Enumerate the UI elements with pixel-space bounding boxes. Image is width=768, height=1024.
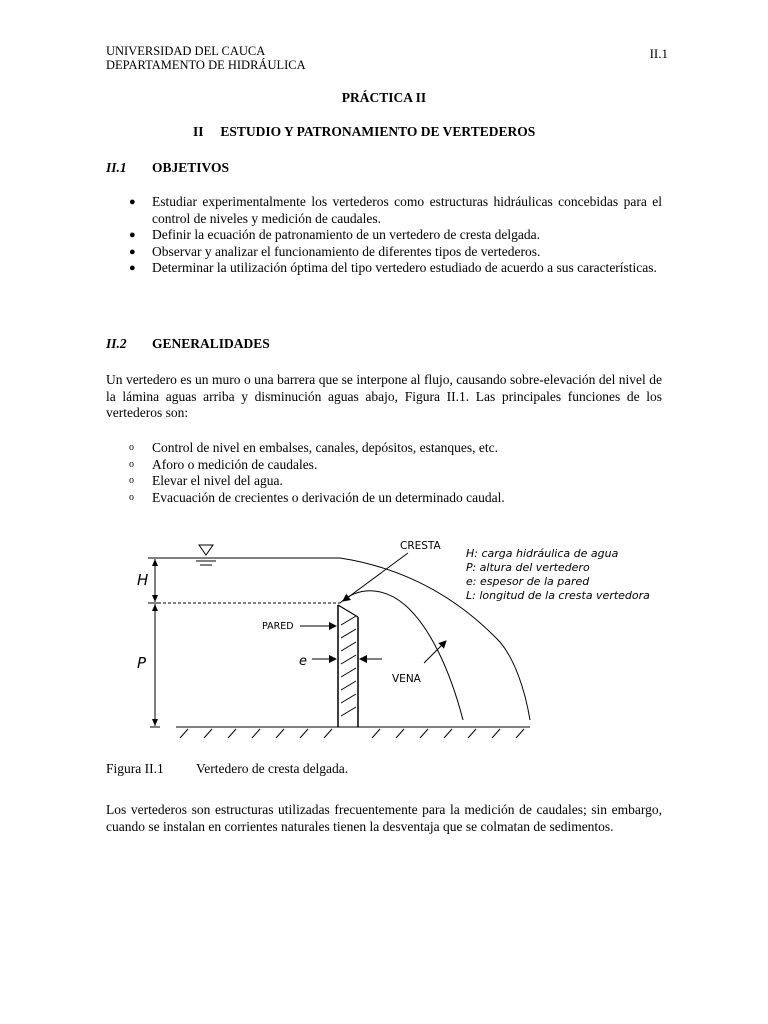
caption-label: Figura II.1: [106, 761, 164, 776]
list-item-text: Aforo o medición de caudales.: [152, 456, 318, 472]
section-title: OBJETIVOS: [152, 160, 230, 175]
bullet-icon: ●: [129, 229, 136, 241]
legend-h: H: carga hidráulica de agua: [466, 547, 619, 560]
water-level-icon: [196, 545, 216, 565]
list-item-text: Control de nivel en embalses, canales, depósitos, estanques, etc.: [152, 440, 499, 455]
section-number: II.2: [106, 336, 127, 351]
list-item: [106, 194, 662, 227]
section-title: GENERALIDADES: [152, 336, 270, 351]
circle-bullet-icon: o: [129, 442, 134, 453]
list-item: [106, 473, 662, 490]
list-item-text: Definir la ecuación de patronamiento de un vertedero de cresta delgada.: [152, 227, 540, 242]
circle-bullet-icon: o: [129, 491, 134, 503]
closing-paragraph: Los vertederos son estructuras utilizadas frecuentemente para la medición de caudales; sin embargo, cuando se instalan en corrientes naturales tienen la desventaja que se colmatan de sedimentos.: [106, 802, 662, 834]
section-number: II.1: [106, 160, 127, 175]
channel-bed: [176, 727, 530, 738]
functions-list: [106, 440, 662, 506]
bullet-icon: ●: [129, 196, 136, 208]
legend-e: e: espesor de la pared: [466, 575, 590, 588]
objectives-list: [106, 194, 662, 277]
list-item: [106, 457, 662, 474]
page-number: II.1: [649, 46, 668, 61]
list-item: [106, 244, 662, 261]
list-item-text: Elevar el nivel del agua.: [152, 473, 283, 488]
intro-paragraph: Un vertedero es un muro o una barrera que se interpone al flujo, causando sobre-elevación del nivel de la lámina aguas arriba y disminución aguas abajo, Figura II.1. Las principales funciones de los vertederos son:: [106, 372, 662, 420]
weir-wall: [338, 605, 358, 727]
e-label: e: [299, 654, 307, 669]
header-university: UNIVERSIDAD DEL CAUCA: [106, 44, 266, 58]
practice-title: PRÁCTICA II: [341, 90, 427, 105]
bullet-icon: ●: [129, 245, 136, 258]
pared-label: PARED: [262, 621, 294, 632]
h-label: H: [137, 571, 149, 589]
figure-caption: [106, 761, 348, 777]
circle-bullet-icon: o: [129, 475, 134, 486]
legend-p: P: altura del vertedero: [466, 561, 590, 574]
cresta-label: CRESTA: [400, 540, 441, 552]
list-item-text: Evacuación de crecientes o derivación de un determinado caudal.: [152, 489, 505, 505]
chapter-title: II ESTUDIO Y PATRONAMIENTO DE VERTEDEROS: [193, 124, 536, 139]
weir-diagram: [0, 530, 768, 750]
list-item: [106, 227, 662, 244]
bullet-icon: ●: [129, 262, 136, 274]
legend-l: L: longitud de la cresta vertedora: [466, 589, 650, 602]
list-item: [106, 260, 662, 277]
p-label: P: [137, 654, 147, 672]
circle-bullet-icon: o: [129, 458, 134, 470]
list-item-text: Determinar la utilización óptima del tipo vertedero estudiado de acuerdo a sus características.: [152, 260, 657, 275]
list-item-text: Estudiar experimentalmente los vertederos como estructuras hidráulicas concebidas para el control de niveles y medición de caudales.: [152, 194, 662, 226]
section-objetivos-heading: [106, 160, 229, 176]
list-item-text: Observar y analizar el funcionamiento de diferentes tipos de vertederos.: [152, 243, 541, 259]
section-generalidades-heading: [106, 336, 270, 352]
list-item: [106, 490, 662, 507]
list-item: [106, 440, 662, 457]
vena-label: VENA: [392, 673, 421, 685]
caption-text: Vertedero de cresta delgada.: [196, 761, 349, 776]
header-department: DEPARTAMENTO DE HIDRÁULICA: [106, 58, 306, 72]
